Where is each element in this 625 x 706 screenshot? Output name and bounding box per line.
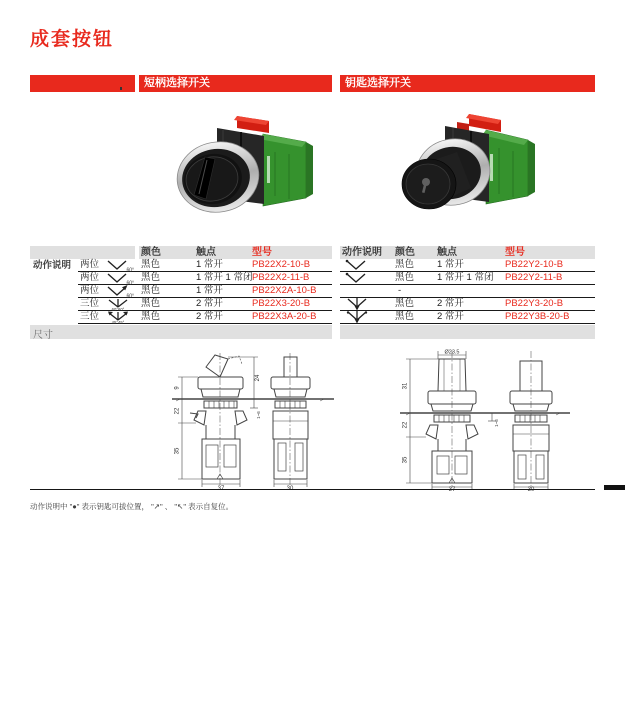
left-table-header-spacer (30, 246, 135, 259)
contact-value: 2 常开 (196, 298, 223, 309)
dim-panel-to-latch: 22 (402, 421, 409, 429)
color-value: 黑色 (141, 311, 161, 322)
left-table-row (78, 311, 332, 324)
dim-body-height: 35 (174, 447, 181, 455)
page-title: 成套按钮 (30, 29, 115, 50)
position-label: 三位 (80, 298, 100, 309)
dimension-drawing-short-handle (168, 351, 338, 491)
dim-panel-to-latch: 22 (174, 407, 181, 415)
right-col-action: 动作说明 (342, 247, 382, 258)
color-value: 黑色 (395, 272, 415, 283)
color-value: 黑色 (141, 298, 161, 309)
key-down-arrow-dots-icon (344, 311, 374, 324)
green-contact-block (259, 134, 313, 206)
contact-value: 2 常开 (196, 311, 223, 322)
angle-label: 60°60° (111, 306, 125, 311)
color-value: 黑色 (141, 259, 161, 270)
angle-label: 45°45° (111, 319, 125, 324)
right-table-row (340, 311, 595, 324)
header-bar-key: 钥匙选择开关 (340, 75, 595, 92)
size-section-label: 尺寸 (33, 330, 53, 341)
left-table-action-label: 动作说明 (33, 260, 72, 271)
key-position-v-icon (344, 259, 374, 272)
selector-three-position-icon (105, 298, 139, 311)
model-value: PB22Y3-20-B (505, 298, 564, 309)
right-col-color: 颜色 (395, 247, 415, 258)
size-section-bar-right (340, 325, 595, 339)
left-col-color: 颜色 (141, 247, 161, 258)
dim-knob-diameter: Ø23.5 (444, 349, 460, 356)
left-col-model: 型号 (252, 247, 272, 258)
angle-label: 60° (126, 280, 135, 285)
angle-label: 60° (126, 293, 135, 298)
position-label: 两位 (80, 285, 100, 296)
model-value: PB22Y2-11-B (505, 272, 563, 283)
model-value: PB22X2-10-B (252, 259, 311, 270)
red-top-element (457, 114, 501, 132)
dim-panel-thickness: 1~6 (256, 411, 261, 419)
model-value: PB22Y3B-20-B (505, 311, 570, 322)
model-value: PB22Y2-10-B (505, 259, 564, 270)
key-down-arrow-icon (344, 298, 374, 311)
left-table-row (78, 272, 332, 285)
right-table-row (340, 259, 595, 272)
dim-body-height: 35 (402, 456, 409, 464)
left-col-contact: 触点 (196, 247, 216, 258)
selector-three-position-return-icon (105, 311, 139, 324)
contact-value: 1 常开 1 常闭 (437, 272, 494, 283)
red-top-element (234, 116, 269, 133)
contact-value: 1 常开 1 常闭 (196, 272, 253, 283)
selector-two-position-icon (105, 272, 139, 285)
dim-handle-height: 24 (255, 374, 261, 382)
right-table-row (340, 298, 595, 311)
position-label: 两位 (80, 259, 100, 270)
footnote-text: 动作说明中 "●" 表示钥匙可拔位置， "↗" 、 "↖" 表示自复位。 (30, 502, 234, 511)
header-bar-short-handle: 短柄选择开关 (139, 75, 332, 92)
color-value: 黑色 (395, 259, 415, 270)
color-value: 黑色 (141, 272, 161, 283)
contact-value: 1 常开 (437, 259, 464, 270)
right-col-model: 型号 (505, 247, 525, 258)
model-value: PB22X2A-10-B (252, 285, 317, 296)
model-value: PB22X2-11-B (252, 272, 310, 283)
dim-bezel-height: 9 (174, 386, 181, 390)
color-value: 黑色 (395, 298, 415, 309)
product-photo-short-handle-selector (163, 100, 338, 238)
angle-label: 60° (126, 267, 135, 272)
color-value: - (398, 285, 402, 296)
position-label: 两位 (80, 272, 100, 283)
right-table-row (340, 272, 595, 285)
right-table-header (340, 246, 595, 259)
dim-barrel-height: 31 (402, 382, 409, 390)
model-value: PB22X3A-20-B (252, 311, 317, 322)
position-label: 三位 (80, 311, 100, 322)
contact-value: 1 常开 (196, 285, 223, 296)
dim-panel-thickness: 1~6 (494, 419, 499, 427)
section-divider-line (30, 489, 595, 490)
selector-two-position-return-icon (105, 285, 139, 298)
selector-two-position-icon (105, 259, 139, 272)
contact-value: 2 常开 (437, 298, 464, 309)
model-value: PB22X3-20-B (252, 298, 311, 309)
stray-period-mark (120, 87, 122, 90)
key-position-v-icon (344, 272, 374, 285)
contact-value: 1 常开 (196, 259, 223, 270)
left-table-row (78, 285, 332, 298)
color-value: 黑色 (141, 285, 161, 296)
right-table-row (340, 285, 595, 298)
page-edge-mark (604, 485, 625, 490)
left-table-row (78, 259, 332, 272)
contact-value: 2 常开 (437, 311, 464, 322)
size-section-bar-left (30, 325, 332, 339)
right-col-contact: 触点 (437, 247, 457, 258)
dimension-drawing-key (396, 349, 574, 491)
color-value: 黑色 (395, 311, 415, 322)
left-table-row (78, 298, 332, 311)
left-table-header (139, 246, 332, 259)
product-photo-key-selector (383, 100, 558, 238)
